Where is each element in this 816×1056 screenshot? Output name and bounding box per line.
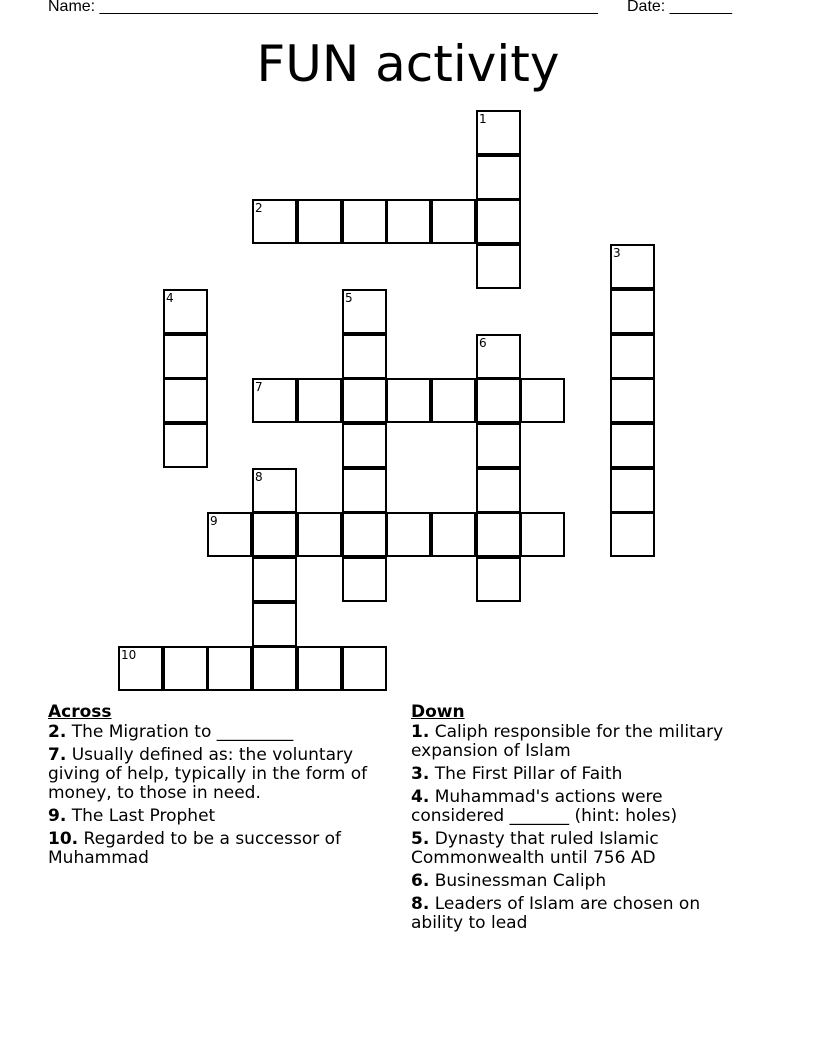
grid-cell[interactable]	[118, 646, 163, 691]
clue-number: 10.	[48, 829, 79, 849]
grid-cell[interactable]	[342, 378, 387, 423]
grid-cell[interactable]	[610, 423, 655, 468]
clue-text: Usually defined as: the voluntary giving of help, typically in the form of money, to those in need.	[48, 745, 368, 803]
grid-cell[interactable]	[431, 512, 476, 557]
grid-cell[interactable]	[610, 289, 655, 334]
clue-number: 9.	[48, 806, 67, 826]
grid-cell[interactable]	[342, 423, 387, 468]
clue-text: The First Pillar of Faith	[429, 764, 623, 784]
grid-cell[interactable]	[342, 646, 387, 691]
grid-cell[interactable]	[610, 334, 655, 379]
grid-cell[interactable]	[476, 512, 521, 557]
clue-across-7	[48, 746, 393, 803]
grid-cell[interactable]	[163, 289, 208, 334]
grid-cell[interactable]	[297, 199, 342, 244]
grid-cell[interactable]	[163, 646, 208, 691]
clue-across-9	[48, 807, 393, 826]
grid-cell[interactable]	[342, 468, 387, 513]
cell-number: 9	[210, 514, 218, 528]
grid-cell[interactable]	[476, 334, 521, 379]
grid-cell[interactable]	[252, 602, 297, 647]
clue-text: Caliph responsible for the military expansion of Islam	[411, 722, 724, 761]
clue-number: 3.	[411, 764, 430, 784]
clue-down-8	[411, 895, 756, 933]
clue-down-4	[411, 788, 756, 826]
cell-number: 7	[255, 380, 263, 394]
grid-cell[interactable]	[207, 512, 252, 557]
cell-number: 3	[613, 246, 621, 260]
grid-cell[interactable]	[252, 468, 297, 513]
grid-cell[interactable]	[163, 334, 208, 379]
clue-text: The Migration to _________	[66, 722, 294, 742]
grid-cell[interactable]	[610, 244, 655, 289]
cell-number: 6	[479, 336, 487, 350]
grid-cell[interactable]	[476, 468, 521, 513]
grid-cell[interactable]	[476, 110, 521, 155]
clue-number: 8.	[411, 894, 430, 914]
clue-text: Leaders of Islam are chosen on ability to lead	[411, 894, 701, 933]
grid-cell[interactable]	[252, 646, 297, 691]
grid-cell[interactable]	[476, 155, 521, 200]
cell-number: 5	[345, 291, 353, 305]
clue-text: Dynasty that ruled Islamic Commonwealth until 756 AD	[411, 829, 659, 868]
down-heading: Down	[411, 702, 465, 722]
grid-cell[interactable]	[431, 199, 476, 244]
cell-number: 4	[166, 291, 174, 305]
clue-down-6	[411, 872, 756, 891]
grid-cell[interactable]	[207, 646, 252, 691]
clue-down-3	[411, 765, 756, 784]
grid-cell[interactable]	[252, 557, 297, 602]
grid-cell[interactable]	[520, 512, 565, 557]
grid-cell[interactable]	[252, 512, 297, 557]
grid-cell[interactable]	[520, 378, 565, 423]
clue-number: 1.	[411, 722, 430, 742]
page-title: FUN activity	[256, 35, 560, 93]
grid-cell[interactable]	[386, 512, 431, 557]
name-field-label[interactable]: Name: ________________________________________________________	[48, 0, 598, 15]
clue-text: Businessman Caliph	[429, 871, 607, 891]
grid-cell[interactable]	[476, 423, 521, 468]
clue-down-5	[411, 830, 756, 868]
grid-cell[interactable]	[610, 378, 655, 423]
grid-cell[interactable]	[476, 378, 521, 423]
grid-cell[interactable]	[297, 512, 342, 557]
grid-cell[interactable]	[342, 289, 387, 334]
grid-cell[interactable]	[476, 244, 521, 289]
across-heading: Across	[48, 702, 112, 722]
clue-text: The Last Prophet	[66, 806, 216, 826]
grid-cell[interactable]	[431, 378, 476, 423]
grid-cell[interactable]	[342, 512, 387, 557]
cell-number: 8	[255, 470, 263, 484]
grid-cell[interactable]	[476, 199, 521, 244]
grid-cell[interactable]	[297, 378, 342, 423]
date-field-label[interactable]: Date: _______	[627, 0, 732, 15]
grid-cell[interactable]	[610, 512, 655, 557]
grid-cell[interactable]	[252, 199, 297, 244]
grid-cell[interactable]	[297, 646, 342, 691]
grid-cell[interactable]	[386, 378, 431, 423]
cell-number: 10	[121, 648, 137, 662]
clue-across-10	[48, 830, 393, 868]
clue-number: 2.	[48, 722, 67, 742]
down-clues	[411, 703, 756, 937]
grid-cell[interactable]	[610, 468, 655, 513]
clue-across-2	[48, 723, 393, 742]
clue-text: Regarded to be a successor of Muhammad	[48, 829, 342, 868]
grid-cell[interactable]	[386, 199, 431, 244]
grid-cell[interactable]	[342, 334, 387, 379]
clue-number: 5.	[411, 829, 430, 849]
cell-number: 2	[255, 201, 263, 215]
grid-cell[interactable]	[342, 557, 387, 602]
clue-text: Muhammad's actions were considered _______ (hint: holes)	[411, 787, 678, 826]
clue-number: 4.	[411, 787, 430, 807]
clue-number: 6.	[411, 871, 430, 891]
grid-cell[interactable]	[252, 378, 297, 423]
clue-down-1	[411, 723, 756, 761]
cell-number: 1	[479, 112, 487, 126]
across-clues	[48, 703, 393, 872]
grid-cell[interactable]	[163, 423, 208, 468]
grid-cell[interactable]	[163, 378, 208, 423]
clue-number: 7.	[48, 745, 67, 765]
grid-cell[interactable]	[476, 557, 521, 602]
grid-cell[interactable]	[342, 199, 387, 244]
